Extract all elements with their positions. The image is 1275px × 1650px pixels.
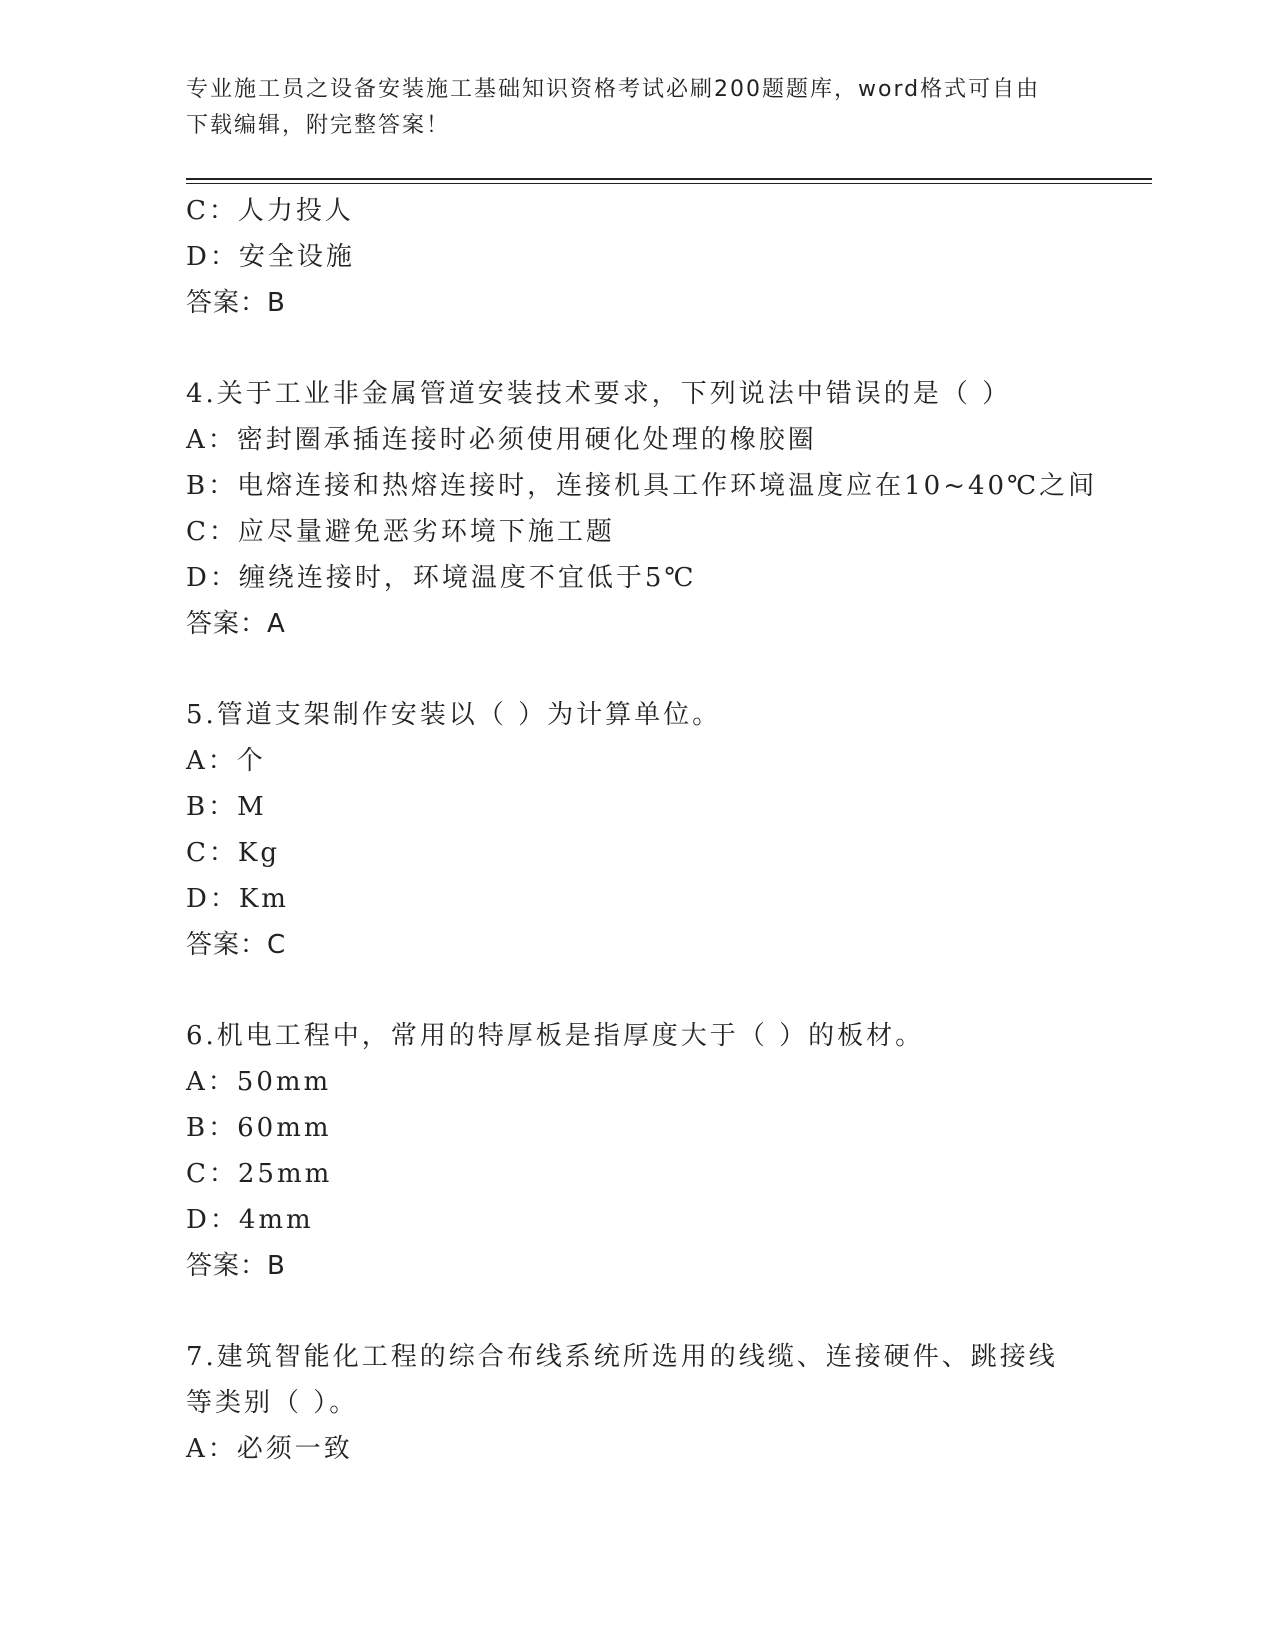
header-line-1: 专业施工员之设备安装施工基础知识资格考试必刷200题题库，word格式可自由 [186,77,1041,102]
question-block [186,188,1146,326]
option-a: A：必须一致 [186,1434,353,1464]
option-a: A：密封圈承插连接时必须使用硬化处理的橡胶圈 [186,425,817,455]
answer-line: 答案：C [186,930,287,960]
answer-line: 答案：B [186,1251,286,1281]
answer-line: 答案：A [186,609,286,639]
question-stem: 5.管道支架制作安装以（ ）为计算单位。 [186,700,722,730]
option-d: D：缠绕连接时，环境温度不宜低于5℃ [186,563,697,593]
option-d: D：4mm [186,1205,314,1235]
option-a: A：个 [186,746,266,776]
question-block [186,692,1146,968]
option-c: C：人力投人 [186,196,354,226]
option-c: C：Kg [186,838,280,868]
question-block [186,371,1146,647]
option-c: C：25mm [186,1159,333,1189]
option-d: D：安全设施 [186,242,355,272]
question-stem: 7.建筑智能化工程的综合布线系统所选用的线缆、连接硬件、跳接线 [186,1342,1058,1372]
option-d: D：Km [186,884,289,914]
option-c: C：应尽量避免恶劣环境下施工题 [186,517,615,547]
option-b: B：M [186,792,267,822]
header-rule-thick [186,178,1152,180]
option-b: B：电熔连接和热熔连接时，连接机具工作环境温度应在10~40℃之间 [186,471,1098,501]
question-block [186,1334,1146,1472]
question-stem-continued: 等类别（ ）。 [186,1388,359,1418]
question-stem: 6.机电工程中，常用的特厚板是指厚度大于（ ）的板材。 [186,1021,925,1051]
question-list [186,188,1146,1472]
document-header [186,72,1066,144]
question-stem: 4.关于工业非金属管道安装技术要求，下列说法中错误的是（ ） [186,379,1012,409]
header-line-2: 下载编辑，附完整答案！ [186,113,451,138]
option-a: A：50mm [186,1067,332,1097]
answer-line: 答案：B [186,288,286,318]
question-block [186,1013,1146,1289]
option-b: B：60mm [186,1113,332,1143]
header-rule-thin [186,183,1152,184]
